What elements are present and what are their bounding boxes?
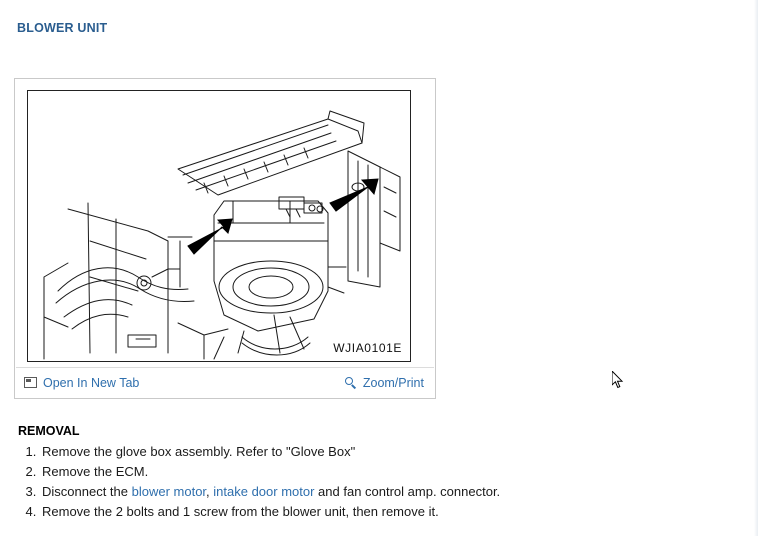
- blower-motor-link[interactable]: blower motor: [131, 484, 207, 499]
- list-item: [40, 482, 640, 502]
- removal-steps-list: [18, 442, 640, 522]
- new-tab-icon: [24, 377, 37, 388]
- zoom-print-label[interactable]: Zoom/Print: [362, 375, 424, 390]
- figure-code: WJIA0101E: [333, 341, 402, 355]
- step-text: Remove the ECM.: [42, 464, 149, 479]
- page-right-edge: [754, 0, 758, 536]
- list-item: [40, 502, 640, 522]
- intake-door-motor-link[interactable]: intake door motor: [213, 484, 315, 499]
- figure-toolbar: [16, 367, 434, 397]
- magnifier-icon: [345, 377, 357, 389]
- step-text: Remove the 2 bolts and 1 screw from the blower unit, then remove it.: [42, 504, 439, 519]
- page-title: BLOWER UNIT: [17, 21, 108, 35]
- zoom-print-button[interactable]: [345, 376, 424, 390]
- list-item: [40, 442, 640, 462]
- section-heading-removal: REMOVAL: [18, 424, 80, 438]
- step-separator: ,: [206, 484, 214, 499]
- blower-unit-line-drawing: [28, 91, 410, 361]
- figure-image: [27, 90, 411, 362]
- step-text: Remove the glove box assembly. Refer to "Glove Box": [42, 444, 356, 459]
- mouse-cursor: [612, 371, 624, 390]
- open-in-new-tab-label[interactable]: Open In New Tab: [43, 375, 140, 390]
- open-in-new-tab-button[interactable]: [24, 376, 139, 390]
- step-text-tail: and fan control amp. connector.: [314, 484, 501, 499]
- step-text: Disconnect the: [42, 484, 132, 499]
- list-item: [40, 462, 640, 482]
- figure-container: [14, 78, 436, 399]
